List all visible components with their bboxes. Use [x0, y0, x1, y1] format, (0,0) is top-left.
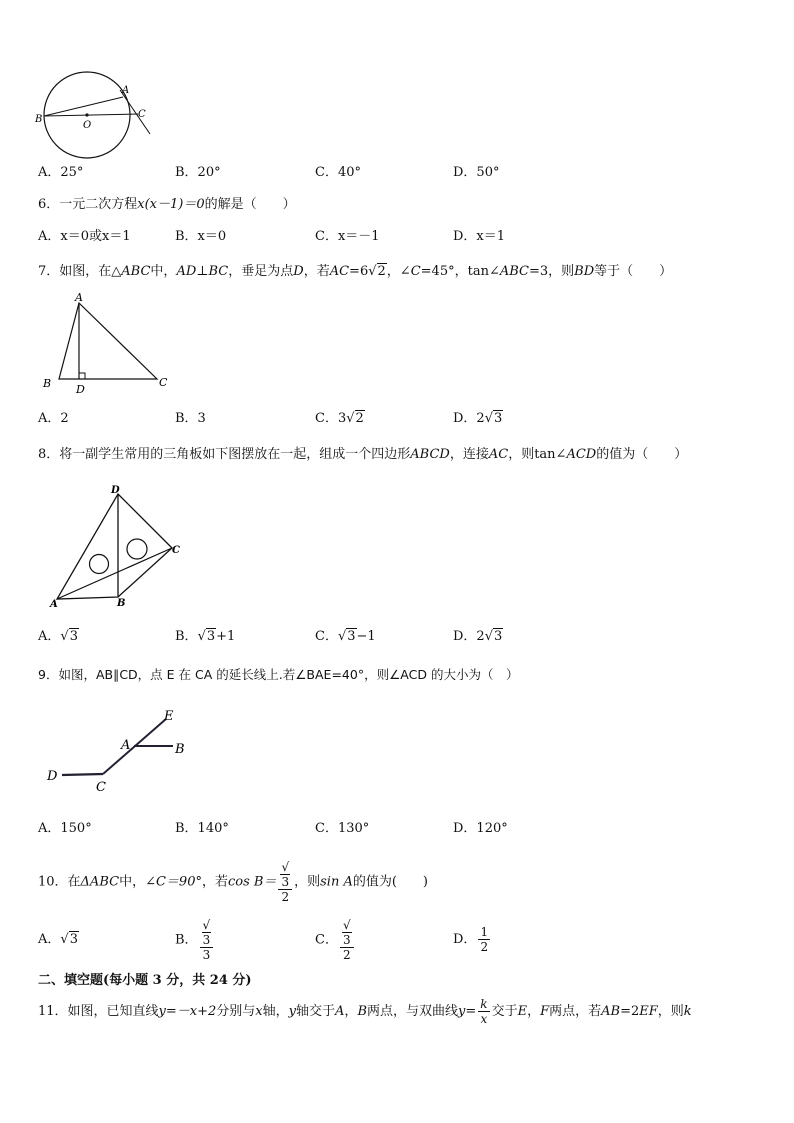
- q5-option-d: D．50°: [453, 165, 500, 180]
- q11-stem: [38, 995, 692, 1029]
- q8-option-d-pre: D．2: [453, 629, 485, 644]
- q9-option-b: B．140°: [175, 821, 229, 836]
- q8-option-c-post: −1: [356, 629, 376, 644]
- q10-option-b: B． √ 3 3: [175, 918, 215, 963]
- q11-b: B: [357, 1004, 367, 1019]
- q8-stem: [38, 446, 687, 464]
- q9-option-c: C．130°: [315, 821, 370, 836]
- q10-fraction: √ 3 2: [278, 860, 292, 904]
- q9-option-d: D．120°: [453, 821, 508, 836]
- q10-text-3: ，若: [201, 874, 228, 890]
- q8-option-c: C．√3−1: [315, 629, 376, 644]
- q11-f: F: [540, 1004, 550, 1019]
- q11-fraction-den: x: [480, 1012, 488, 1026]
- q10-triangle: ΔABC: [80, 874, 120, 890]
- q7-bd: BD: [574, 264, 595, 279]
- q7-option-c: C．3√2: [315, 411, 364, 426]
- q8-option-d-rad: 3: [494, 629, 503, 644]
- q8-text-3: ，则tan∠: [508, 447, 567, 462]
- q7-text-2: 中，: [150, 264, 177, 279]
- q7-label-c: C: [159, 376, 168, 389]
- q10-option-d-den: 2: [480, 940, 489, 954]
- q5-circle-figure: [30, 70, 160, 160]
- q8-option-b: B．√3+1: [175, 629, 236, 644]
- q10-text-2: 中，: [119, 874, 146, 890]
- q7-text-6: =45°，tan∠: [420, 264, 500, 279]
- q9-label-d: D: [47, 769, 58, 784]
- q9-label-a: A: [121, 738, 131, 753]
- q11-line-equation: y=－x+2: [158, 1004, 217, 1019]
- q8-label-d: D: [111, 485, 120, 496]
- q11-text-7: 两点，若: [549, 1004, 602, 1019]
- q8-label-b: B: [117, 598, 126, 609]
- q5-label-c: C: [138, 109, 146, 120]
- q7-option-a: A．2: [38, 411, 69, 426]
- q7-text-4: ，若: [303, 264, 330, 279]
- q10-option-b-pre: B．: [175, 932, 198, 948]
- q11-text-4: 轴交于: [296, 1004, 336, 1019]
- q7-abc: ABC: [121, 264, 151, 279]
- q7-sqrt2: 2: [377, 264, 386, 279]
- q7-option-c-pre: C．3: [315, 411, 347, 426]
- q9-parallel-lines-figure: [40, 700, 200, 800]
- q10-option-c-den: 2: [342, 948, 351, 962]
- q7-ad: AD: [176, 264, 197, 279]
- q11-eq2: =2: [620, 1004, 640, 1019]
- q6-option-c: C．x＝－1: [315, 229, 380, 244]
- q5-label-o: O: [83, 120, 92, 131]
- q8-quadrilateral-figure: [45, 482, 190, 612]
- q9-label-e: E: [164, 709, 174, 724]
- q7-triangle-figure: [38, 292, 178, 402]
- q6-option-d: D．x＝1: [453, 229, 506, 244]
- q6-stem-prefix: 6．一元二次方程: [38, 197, 138, 212]
- q10-option-a-pre: A．: [38, 932, 61, 947]
- q8-option-a-pre: A．: [38, 629, 61, 644]
- q11-eq: =: [465, 1004, 477, 1019]
- q8-option-a-rad: 3: [69, 629, 78, 644]
- q5-option-a: A．25°: [38, 165, 84, 180]
- q7-eq6: =6: [349, 264, 369, 279]
- q10-option-b-den: 3: [202, 948, 211, 962]
- q7-option-d: D．2√3: [453, 411, 503, 426]
- q10-angle: ∠C＝90°: [145, 874, 202, 890]
- q8-option-b-pre: B．: [175, 629, 198, 644]
- q9-label-c: C: [96, 780, 106, 795]
- q7-text-7: =3，则: [528, 264, 575, 279]
- section-heading-fill-in: 二、填空题(每小题 3 分，共 24 分): [38, 973, 252, 988]
- q10-option-c-pre: C．: [315, 932, 338, 948]
- q10-option-c-rad: 3: [342, 933, 351, 947]
- q7-option-d-rad: 3: [494, 411, 503, 426]
- q7-perp: ⊥: [196, 264, 209, 279]
- q7-c: C: [410, 264, 421, 279]
- q8-option-c-pre: C．: [315, 629, 338, 644]
- q11-fraction-num: k: [480, 997, 488, 1011]
- q11-text-1: 11．如图，已知直线: [38, 1004, 159, 1019]
- q7-option-d-pre: D．2: [453, 411, 485, 426]
- q10-sina: sin A: [320, 874, 353, 890]
- q11-text-2: 分别与: [216, 1004, 256, 1019]
- q7-option-c-rad: 2: [355, 411, 364, 426]
- q11-y2: y: [458, 1004, 466, 1019]
- q11-text-5: 两点，与双曲线: [367, 1004, 459, 1019]
- q7-text-3: ，垂足为点: [228, 264, 294, 279]
- q11-y: y: [288, 1004, 297, 1019]
- q10-text-4: ，则: [294, 874, 321, 890]
- q5-label-b: B: [35, 114, 43, 125]
- q10-option-d-pre: D．: [453, 932, 477, 947]
- q7-d: D: [293, 264, 304, 279]
- q11-sep-1: ，: [344, 1004, 358, 1019]
- q7-text-5: ，∠: [386, 264, 411, 279]
- q7-text-1: 7．如图，在△: [38, 264, 122, 279]
- q11-ab: AB: [601, 1004, 621, 1019]
- q11-fraction: [478, 997, 489, 1026]
- q10-text-5: 的值为( ): [352, 874, 429, 890]
- q10-option-d-num: 1: [480, 925, 489, 939]
- q11-text-6: 交于: [491, 1004, 518, 1019]
- q11-k: k: [683, 1004, 692, 1019]
- q7-text-8: 等于（ ）: [594, 264, 673, 279]
- q7-option-b: B．3: [175, 411, 206, 426]
- q7-label-d: D: [76, 383, 85, 396]
- q8-ac: AC: [488, 447, 509, 462]
- q8-abcd: ABCD: [410, 447, 450, 462]
- q10-option-a: A．√3: [38, 932, 78, 947]
- q9-stem: 9．如图，AB∥CD，点 E 在 CA 的延长线上.若∠BAE=40°，则∠ACD 的大小为（ ）: [38, 667, 519, 682]
- q11-sep-2: ，: [527, 1004, 541, 1019]
- q8-text-2: ，连接: [449, 447, 489, 462]
- q11-text-8: ，则: [657, 1004, 684, 1019]
- q10-text-1: 10．在: [38, 874, 81, 890]
- q5-label-a: A: [122, 85, 130, 96]
- q10-option-c: C． √ 3 2: [315, 918, 356, 963]
- q10-option-a-rad: 3: [69, 932, 78, 947]
- q11-x: x: [255, 1004, 263, 1019]
- q8-option-d: D．2√3: [453, 629, 503, 644]
- q7-label-b: B: [43, 377, 52, 390]
- q9-option-a: A．150°: [38, 821, 92, 836]
- q6-option-a: A．x＝0或x＝1: [38, 229, 131, 244]
- q6-stem: [38, 196, 296, 214]
- q8-option-b-rad: 3: [206, 629, 216, 644]
- q10-fraction-den: 2: [281, 890, 290, 904]
- q5-option-b: B．20°: [175, 165, 221, 180]
- q8-option-b-post: +1: [216, 629, 236, 644]
- q11-text-3: 轴，: [262, 1004, 289, 1019]
- q10-option-b-rad: 3: [202, 933, 211, 947]
- q11-ef: EF: [639, 1004, 658, 1019]
- q6-equation: x(x－1)＝0: [137, 197, 205, 212]
- q7-ac: AC: [329, 264, 350, 279]
- q11-e: E: [517, 1004, 528, 1019]
- q8-option-a: A．√3: [38, 629, 78, 644]
- q11-a: A: [335, 1004, 345, 1019]
- q6-option-b: B．x＝0: [175, 229, 227, 244]
- q8-option-c-rad: 3: [347, 629, 356, 644]
- q7-stem: 7．如图，在△ABC中，AD⊥BC，垂足为点D，若AC=6√2，∠C=45°，tan∠ABC=3，则BD等于（ ）: [38, 264, 673, 279]
- q7-label-a: A: [75, 292, 83, 304]
- q8-text-4: 的值为（ ）: [596, 447, 688, 462]
- q10-cosb: cos B＝: [228, 874, 277, 890]
- q7-bc: BC: [208, 264, 229, 279]
- q10-fraction-rad: 3: [281, 875, 290, 889]
- q10-option-d: [453, 918, 492, 962]
- q7-abc2: ABC: [499, 264, 529, 279]
- q8-acd: ACD: [566, 447, 597, 462]
- q8-label-a: A: [50, 599, 58, 610]
- q10-stem: [38, 860, 428, 904]
- q8-label-c: C: [172, 545, 180, 556]
- q9-label-b: B: [175, 742, 185, 757]
- q8-text-1: 8．将一副学生常用的三角板如下图摆放在一起，组成一个四边形: [38, 447, 411, 462]
- q6-stem-suffix: 的解是（ ）: [204, 197, 296, 212]
- q5-option-c: C．40°: [315, 165, 361, 180]
